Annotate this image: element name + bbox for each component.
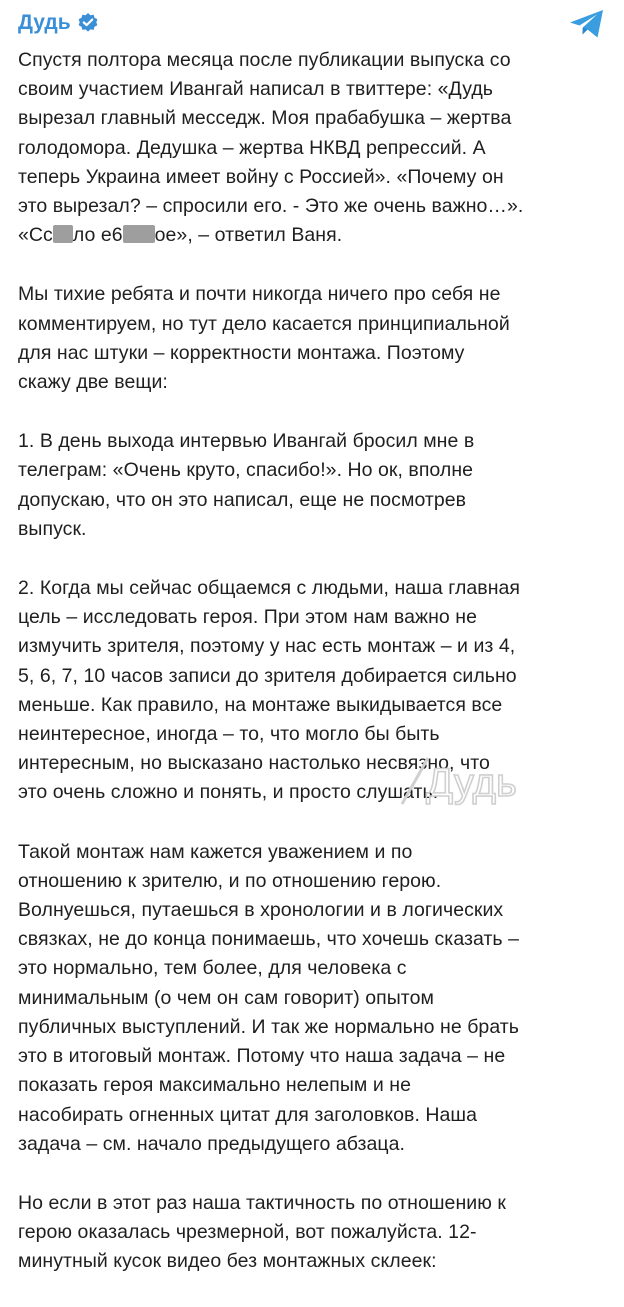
text-fragment: ло е6 <box>72 224 123 247</box>
text-fragment: «Сс <box>18 224 53 247</box>
text-line: Спустя полтора месяца после публикации выпуска со <box>18 49 511 71</box>
text-line: связках, не до конца понимаешь, что хочешь сказать – <box>18 928 520 951</box>
post-paragraph-3 <box>18 427 614 544</box>
watermark-text: Дудь <box>426 761 517 805</box>
text-line: задача – см. начало предыдущего абзаца. <box>18 1132 406 1155</box>
post-body <box>18 46 614 1307</box>
text-line: своим участием Ивангай написал в твиттере: «Дудь <box>18 78 494 101</box>
text-line: герою оказалась чрезмерной, вот пожалуйста. 12- <box>18 1221 477 1244</box>
text-line: интересным, но высказано настолько несвязно, что <box>18 752 490 775</box>
censor-blur <box>123 225 155 243</box>
text-line: скажу две вещи: <box>18 371 168 394</box>
text-line: это очень сложно и понять, и просто слушать. <box>18 781 439 804</box>
text-line: 1. В день выхода интервью Ивангай бросил мне в <box>18 430 475 453</box>
text-line: выпуск. <box>18 517 87 540</box>
text-line: насобирать огненных цитат для заголовков. Наша <box>18 1103 478 1126</box>
channel-title[interactable] <box>18 10 99 36</box>
text-line: теперь Украина имеет войну с Россией». «Почему он <box>18 165 504 188</box>
text-line: публичных выступлений. И так же нормально не брать <box>18 1015 519 1038</box>
text-line: меньше. Как правило, на монтаже выкидывается все <box>18 693 503 716</box>
text-line: это вырезал? – спросили его. - Это же очень важно…». <box>18 195 524 218</box>
text-line: минутный кусок видео без монтажных склеек: <box>18 1250 437 1273</box>
post-header <box>0 0 624 44</box>
text-line: Но если в этот раз наша тактичность по отношению к <box>18 1191 506 1214</box>
text-line: 5, 6, 7, 10 часов записи до зрителя добирается сильно <box>18 664 517 687</box>
telegram-icon[interactable] <box>568 8 606 40</box>
text-line: вырезал главный месседж. Моя прабабушка – жертва <box>18 107 512 130</box>
text-line: показать героя максимально нелепым и не <box>18 1074 411 1097</box>
text-line: Такой монтаж нам кажется уважением и по <box>18 840 413 863</box>
post-paragraph-2 <box>18 280 614 397</box>
post-paragraph-6 <box>18 1189 614 1277</box>
text-fragment: ое», – ответил Ваня. <box>154 224 343 247</box>
post-paragraph-1 <box>18 46 614 250</box>
post-paragraph-5 <box>18 838 614 1159</box>
text-line: голодомора. Дедушка – жертва НКВД репрессий. А <box>18 136 486 159</box>
text-line: это нормально, тем более, для человека с <box>18 957 407 980</box>
text-line: телеграм: «Очень круто, спасибо!». Но ок, вполне <box>18 459 474 482</box>
text-line: это в итоговый монтаж. Потому что наша задача – не <box>18 1045 506 1068</box>
censor-blur <box>53 225 73 243</box>
text-line: допускаю, что он это написал, еще не посмотрев <box>18 488 467 511</box>
post-paragraph-4 <box>18 574 614 808</box>
channel-name[interactable]: Дудь <box>18 11 71 34</box>
text-line: минимальным (о чем он сам говорит) опытом <box>18 986 434 1009</box>
text-line-censored <box>18 221 614 250</box>
text-line: цель – исследовать героя. При этом нам важно не <box>18 606 477 629</box>
verified-badge-icon <box>77 12 99 34</box>
text-line: неинтересное, иногда – то, что могло бы быть <box>18 723 440 746</box>
text-line: комментируем, но тут дело касается принципиальной <box>18 312 510 335</box>
text-line: для нас штуки – корректности монтажа. Поэтому <box>18 341 465 364</box>
text-line: 2. Когда мы сейчас общаемся с людьми, наша главная <box>18 577 521 600</box>
text-line: Мы тихие ребята и почти никогда ничего про себя не <box>18 283 501 306</box>
text-line: Волнуешься, путаешься в хронологии и в логических <box>18 899 504 922</box>
text-line: отношению к зрителю, и по отношению герою. <box>18 869 442 892</box>
text-line: измучить зрителя, поэтому у нас есть монтаж – и из 4, <box>18 635 516 658</box>
